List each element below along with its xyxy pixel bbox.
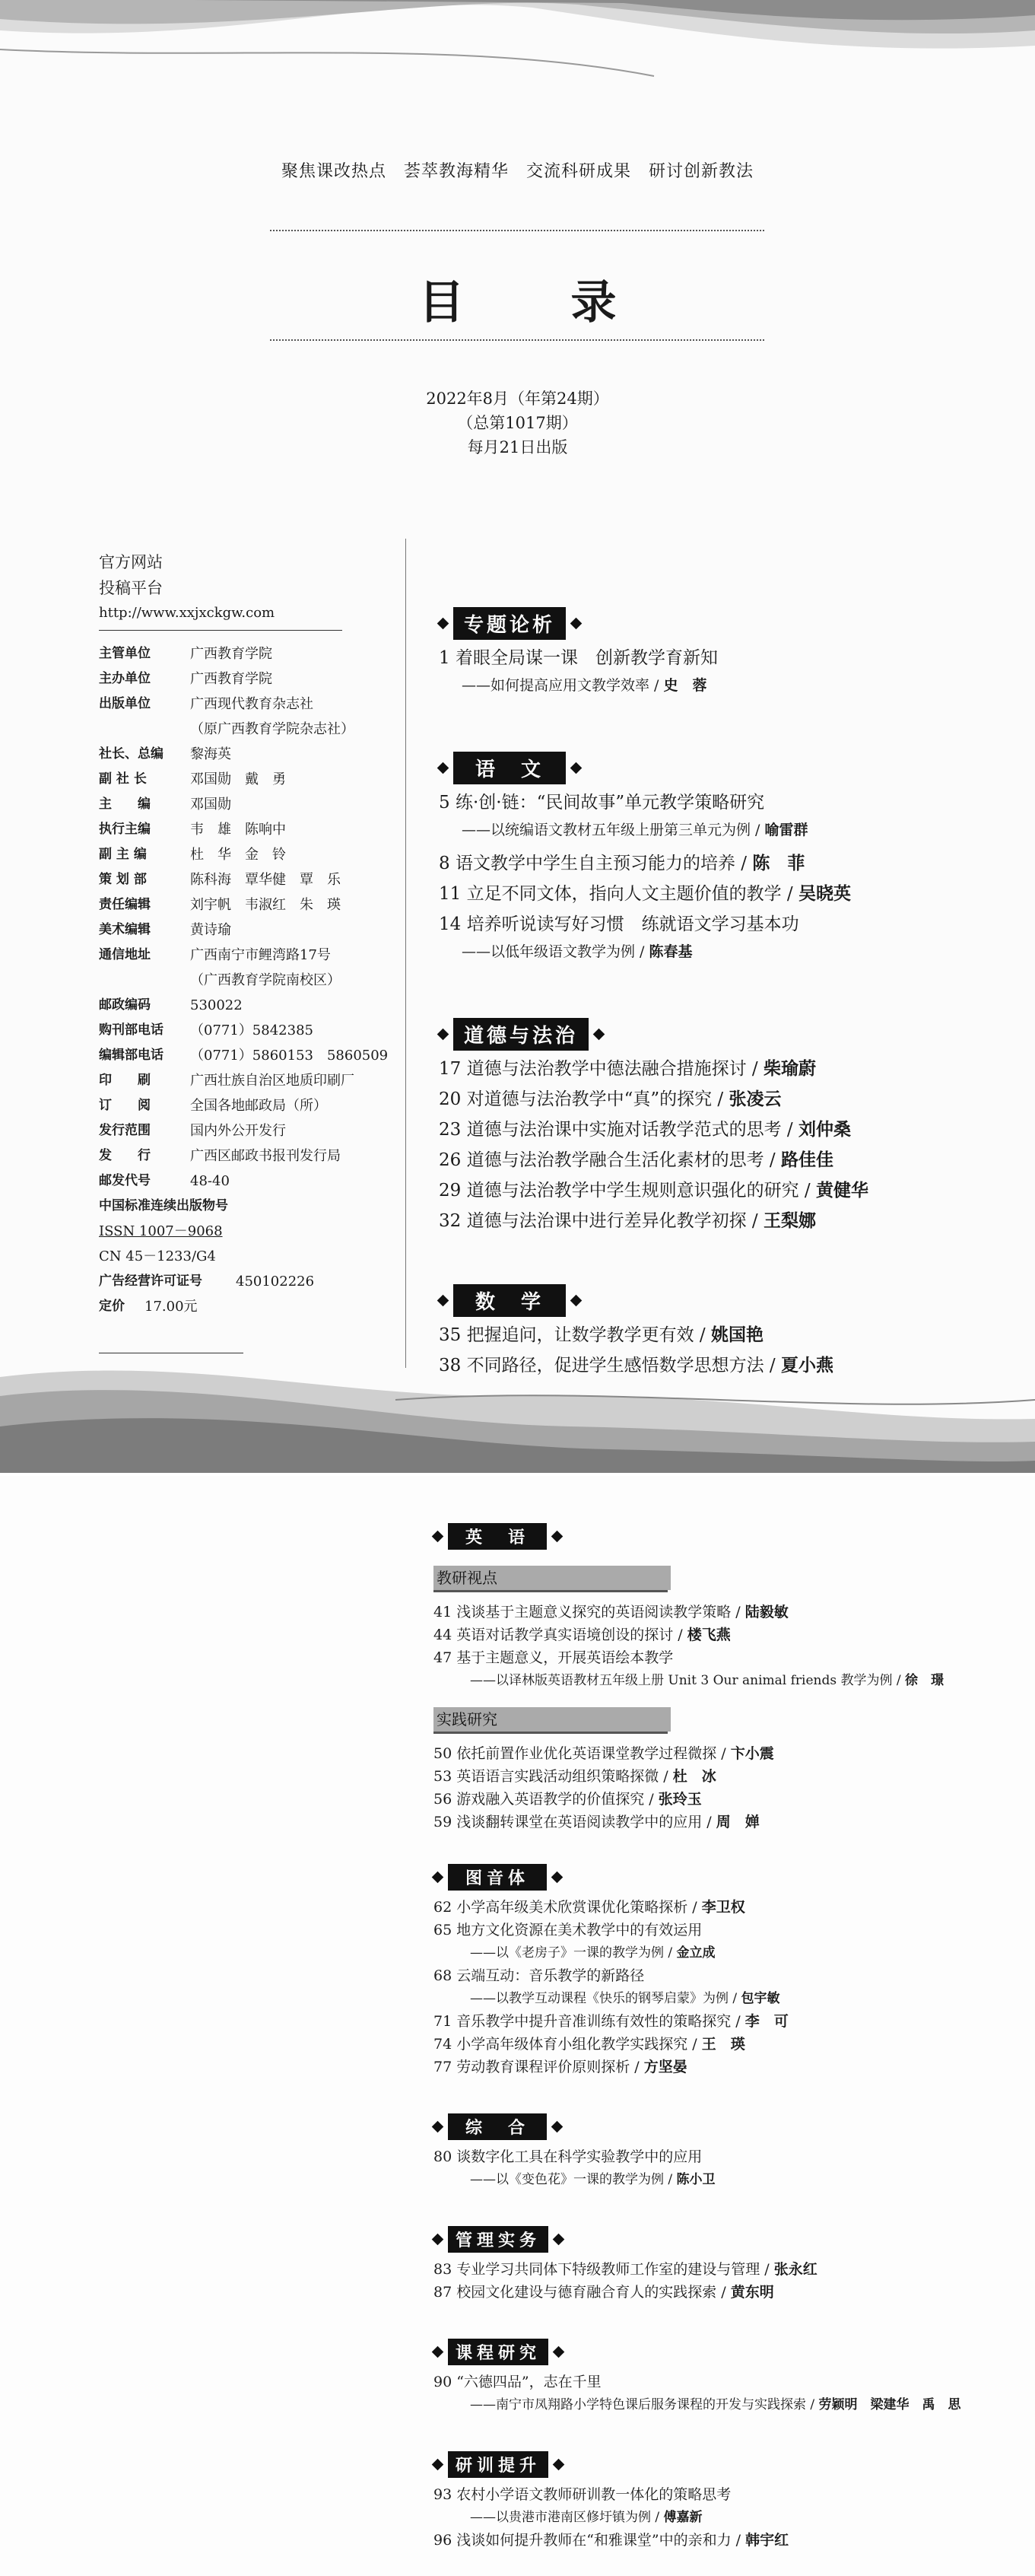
website-url[interactable]: http://www.xxjxckgw.com [99,605,275,621]
entry-title: 38 不同路径，促进学生感悟数学思想方法 / [439,1356,781,1375]
toc-entry[interactable] [433,1919,702,1939]
masthead-rows [99,641,403,1194]
entry-author: 李卫权 [701,1899,745,1916]
subsection-bar: 教研视点 [433,1566,671,1590]
section-heading [433,1864,561,1891]
toc-entry[interactable] [433,1964,644,1985]
diamond-icon [570,618,583,630]
toc-subtitle[interactable] [470,1942,716,1961]
diamond-icon [553,2234,565,2246]
entry-title: 1 着眼全局谋一课 创新教学育新知 [439,648,718,668]
masthead-row: 出版单位 广西现代教育杂志社 [99,696,313,712]
entry-author: 楼飞燕 [687,1627,731,1643]
entry-author: 史 蓉 [663,677,707,694]
entry-title: ——以《变色花》一课的教学为例 / [470,2172,677,2187]
masthead-row: 副 主 编 杜 华 金 铃 [99,847,286,863]
entry-author: 张凌云 [729,1089,782,1109]
section-label: 管理实务 [448,2226,548,2253]
dotted-divider [270,230,764,231]
slogan: 聚焦课改热点 荟萃教海精华 交流科研成果 研讨创新教法 [281,162,754,181]
toc-subtitle[interactable] [470,2168,716,2187]
toc-subtitle[interactable] [470,1669,944,1688]
page-title: 目 录 [418,276,647,329]
toc-subtitle[interactable] [470,1987,780,2006]
section-heading [439,1284,580,1317]
section-heading [439,607,580,640]
toc-subtitle[interactable] [462,674,707,695]
masthead-row: 邮发代号 48-40 [99,1173,230,1189]
toc-entry[interactable] [439,1207,816,1232]
diamond-icon [551,2121,564,2133]
diamond-icon [432,2346,444,2358]
section-label: 研训提升 [448,2451,548,2478]
toc-entry[interactable] [433,1765,716,1786]
section-label: 图音体 [448,1864,547,1891]
diamond-icon [570,762,583,774]
entry-author: 韩宇红 [745,2532,789,2549]
entry-author: 王梨娜 [763,1211,816,1231]
toc-entry[interactable] [439,1146,833,1171]
masthead-row: （广西教育学院南校区） [190,972,341,988]
diamond-icon [432,2234,444,2246]
section-label: 道德与法治 [453,1018,589,1051]
toc-entry[interactable] [433,1742,774,1763]
issue-schedule: 每月21日出版 [467,438,568,456]
section-label: 专题论析 [453,607,566,640]
entry-title: ——以贵港市港南区修圩镇为例 / [470,2510,664,2525]
toc-entry[interactable] [433,1896,745,1916]
entry-title: 32 道德与法治课中进行差异化教学初探 / [439,1211,764,1231]
diamond-icon [553,2459,565,2471]
entry-author: 喻雷群 [764,822,808,838]
masthead-row: 执行主编 韦 雄 陈响中 [99,822,286,838]
toc-entry[interactable] [433,1646,673,1667]
subsection-underline [433,1732,668,1734]
entry-title: 93 农村小学语文教师研训教一体化的策略思考 [433,2486,732,2503]
masthead-sidebar [99,549,403,1319]
toc-entry[interactable] [433,1788,702,1808]
section-heading [433,2226,563,2253]
toc-page-2 [0,1476,1035,2576]
toc-entry[interactable] [439,644,718,669]
masthead-row: ISSN 1007－9068 [99,1223,223,1239]
toc-entry[interactable] [439,1115,851,1140]
toc-entry[interactable] [439,1321,764,1346]
entry-author: 李 可 [745,2013,789,2030]
entry-title: 71 音乐教学中提升音准训练有效性的策略探究 / [433,2013,745,2030]
entry-title: 53 英语语言实践活动组织策略探微 / [433,1768,673,1785]
masthead-row: 订 阅 全国各地邮政局（所） [99,1098,327,1114]
masthead-row: 中国标准连续出版物号 [99,1198,228,1213]
entry-title: 77 劳动教育课程评价原则探析 / [433,2059,644,2075]
entry-title: 47 基于主题意义，开展英语绘本教学 [433,1649,674,1666]
section-label: 综 合 [448,2113,547,2140]
toc-entry[interactable] [433,1811,760,1831]
entry-title: 44 英语对话教学真实语境创设的探讨 / [433,1627,687,1643]
diamond-icon [437,1029,449,1041]
issue-total: （总第1017期） [457,414,578,432]
entry-title: 26 道德与法治教学融合生活化素材的思考 / [439,1150,781,1170]
entry-author: 路佳佳 [780,1150,833,1170]
toc-entry[interactable] [433,2010,789,2031]
diamond-icon [432,2459,444,2471]
masthead-row: 社长、总编 黎海英 [99,746,231,762]
masthead-row: 主 编 邓国勋 [99,797,231,813]
header-swoosh-decoration [0,0,1035,84]
masthead-row: 定价 17.00元 [99,1299,198,1315]
entry-author: 卞小震 [730,1745,774,1762]
entry-author: 王 瑛 [701,2036,745,2053]
entry-title: 87 校园文化建设与德育融合育人的实践探索 / [433,2284,731,2301]
entry-title: ——以统编语文教材五年级上册第三单元为例 / [462,822,765,838]
masthead-row: CN 45－1233/G4 [99,1248,216,1264]
toc-subtitle[interactable] [462,940,693,961]
toc-subtitle[interactable] [470,2506,703,2525]
entry-title: 41 浅谈基于主题意义探究的英语阅读教学策略 / [433,1604,745,1620]
toc-entry[interactable] [439,788,764,813]
section-heading [433,2113,561,2140]
section-heading [433,1523,561,1550]
diamond-icon [437,762,449,774]
entry-title: 80 谈数字化工具在科学实验教学中的应用 [433,2148,703,2165]
entry-title: 14 培养听说读写好习惯 练就语文学习基本功 [439,914,799,934]
entry-title: 8 语文教学中学生自主预习能力的培养 / [439,854,753,873]
diamond-icon [432,1872,444,1884]
diamond-icon [437,1295,449,1307]
diamond-icon [551,1531,564,1543]
masthead-row: 购刊部电话 （0771）5842385 [99,1022,313,1038]
entry-title: 83 专业学习共同体下特级教师工作室的建设与管理 / [433,2261,774,2278]
entry-title: 96 浅谈如何提升教师在“和雅课堂”中的亲和力 / [433,2532,746,2549]
entry-title: 23 道德与法治课中实施对话教学范式的思考 / [439,1120,798,1140]
toc-entry[interactable] [439,849,805,874]
entry-title: ——南宁市凤翔路小学特色课后服务课程的开发与实践探索 / [470,2397,819,2412]
entry-title: 29 道德与法治教学中学生规则意识强化的研究 / [439,1181,816,1201]
section-label: 英 语 [448,1523,547,1550]
toc-entry[interactable] [439,1085,781,1110]
entry-title: ——以低年级语文教学为例 / [462,943,649,960]
section-heading [439,1018,603,1051]
entry-author: 张玲玉 [658,1791,702,1808]
masthead-row: 发 行 广西区邮政书报刊发行局 [99,1148,341,1164]
entry-author: 陆毅敏 [745,1604,789,1620]
toc-entry[interactable] [433,2483,731,2504]
entry-title: 17 道德与法治教学中德法融合措施探讨 / [439,1059,764,1079]
entry-author: 张永红 [773,2261,818,2278]
toc-entry[interactable] [439,910,799,935]
entry-author: 黄健华 [815,1181,868,1201]
dotted-divider [270,339,764,341]
entry-author: 陈春基 [649,943,693,960]
subsection-bar: 实践研究 [433,1707,671,1732]
toc-entry[interactable] [433,2033,745,2053]
toc-subtitle[interactable] [462,819,808,839]
masthead-row: 主办单位 广西教育学院 [99,671,272,687]
entry-author: 姚国艳 [710,1325,764,1345]
diamond-icon [570,1295,583,1307]
masthead-row: 邮政编码 530022 [99,997,243,1013]
entry-author: 方坚晏 [643,2059,687,2075]
toc-entry[interactable] [439,879,851,905]
toc-entry[interactable] [433,2145,702,2166]
diamond-icon [432,2121,444,2133]
entry-title: 59 浅谈翻转课堂在英语阅读教学中的应用 / [433,1814,716,1830]
section-label: 课程研究 [448,2339,548,2365]
toc-entry[interactable] [433,2258,818,2279]
entry-title: 65 地方文化资源在美术教学中的有效运用 [433,1922,703,1938]
masthead-row: （原广西教育学院杂志社） [190,721,354,737]
entry-author: 傅嘉新 [663,2510,703,2525]
masthead-row: 通信地址 广西南宁市鲤湾路17号 [99,947,331,963]
entry-author: 包宇敏 [741,1991,780,2006]
masthead-row: 编辑部电话 （0771）5860153 5860509 [99,1048,389,1064]
masthead-row: 广告经营许可证号 450102226 [99,1274,315,1290]
toc-entry[interactable] [439,1054,816,1080]
entry-author: 周 婵 [716,1814,760,1830]
section-heading [433,2339,563,2365]
entry-title: ——以译林版英语教材五年级上册 Unit 3 Our animal friends 教学为例 / [470,1673,906,1688]
diamond-icon [593,1029,605,1041]
diamond-icon [553,2346,565,2358]
masthead-row: 印 刷 广西壮族自治区地质印刷厂 [99,1073,354,1089]
diamond-icon [437,618,449,630]
entry-title: 90 “六德四品”，志在千里 [433,2374,602,2390]
masthead-row: 发行范围 国内外公开发行 [99,1123,286,1139]
entry-author: 刘仲桑 [798,1120,851,1140]
website-label: 官方网站 [99,553,163,571]
entry-title: ——如何提高应用文教学效率 / [462,677,664,694]
entry-title: ——以《老房子》一课的教学为例 / [470,1945,677,1961]
entry-title: 68 云端互动：音乐教学的新路径 [433,1967,645,1984]
entry-title: 74 小学高年级体育小组化教学实践探究 / [433,2036,702,2053]
entry-author: 金立成 [676,1945,716,1961]
entry-author: 劳颖明 梁建华 禹 思 [818,2397,961,2412]
entry-author: 柴瑜蔚 [763,1059,816,1079]
section-label: 语 文 [453,752,566,784]
sidebar-divider [99,630,342,631]
entry-title: 11 立足不同文体，指向人文主题价值的教学 / [439,884,798,904]
column-divider [405,539,406,1368]
toc-entry[interactable] [439,1176,868,1201]
entry-author: 吴晓英 [798,884,851,904]
toc-subtitle[interactable] [470,2393,961,2412]
entry-title: 56 游戏融入英语教学的价值探究 / [433,1791,659,1808]
entry-author: 陈小卫 [676,2172,716,2187]
entry-author: 杜 冰 [672,1768,716,1785]
toc-entry[interactable] [433,2529,789,2549]
entry-title: 50 依托前置作业优化英语课堂教学过程微探 / [433,1745,731,1762]
toc-entry[interactable] [433,2281,774,2301]
entry-title: 35 把握追问，让数学教学更有效 / [439,1325,711,1345]
toc-entry[interactable] [433,2056,687,2076]
toc-entry[interactable] [433,1624,731,1644]
entry-title: 62 小学高年级美术欣赏课优化策略探析 / [433,1899,702,1916]
entry-author: 徐 璟 [905,1673,945,1688]
entry-author: 黄东明 [730,2284,774,2301]
entry-title: 20 对道德与法治教学中“真”的探究 / [439,1089,729,1109]
masthead-row: 美术编辑 黄诗瑜 [99,922,231,938]
platform-label: 投稿平台 [99,579,163,597]
section-heading [439,752,580,784]
section-heading [433,2451,563,2478]
entry-title: 5 练·创·链：“民间故事”单元教学策略研究 [439,793,765,813]
masthead-row: 策 划 部 陈科海 覃华健 覃 乐 [99,872,341,888]
masthead-row: 主管单位 广西教育学院 [99,646,272,662]
diamond-icon [551,1872,564,1884]
entry-author: 陈 菲 [752,854,805,873]
entry-title: ——以教学互动课程《快乐的钢琴启蒙》为例 / [470,1991,741,2006]
masthead-row: 责任编辑 刘宇帆 韦淑红 朱 瑛 [99,897,341,913]
toc-entry[interactable] [433,2371,602,2391]
toc-entry[interactable] [433,1601,789,1621]
issue-date: 2022年8月（年第24期） [426,390,609,408]
footer-swoosh-decoration [0,1354,1035,1476]
entry-author: 夏小燕 [780,1356,833,1375]
subsection-underline [433,1590,668,1592]
diamond-icon [432,1531,444,1543]
section-label: 数 学 [453,1284,566,1317]
masthead-row: 副 社 长 邓国勋 戴 勇 [99,771,286,787]
